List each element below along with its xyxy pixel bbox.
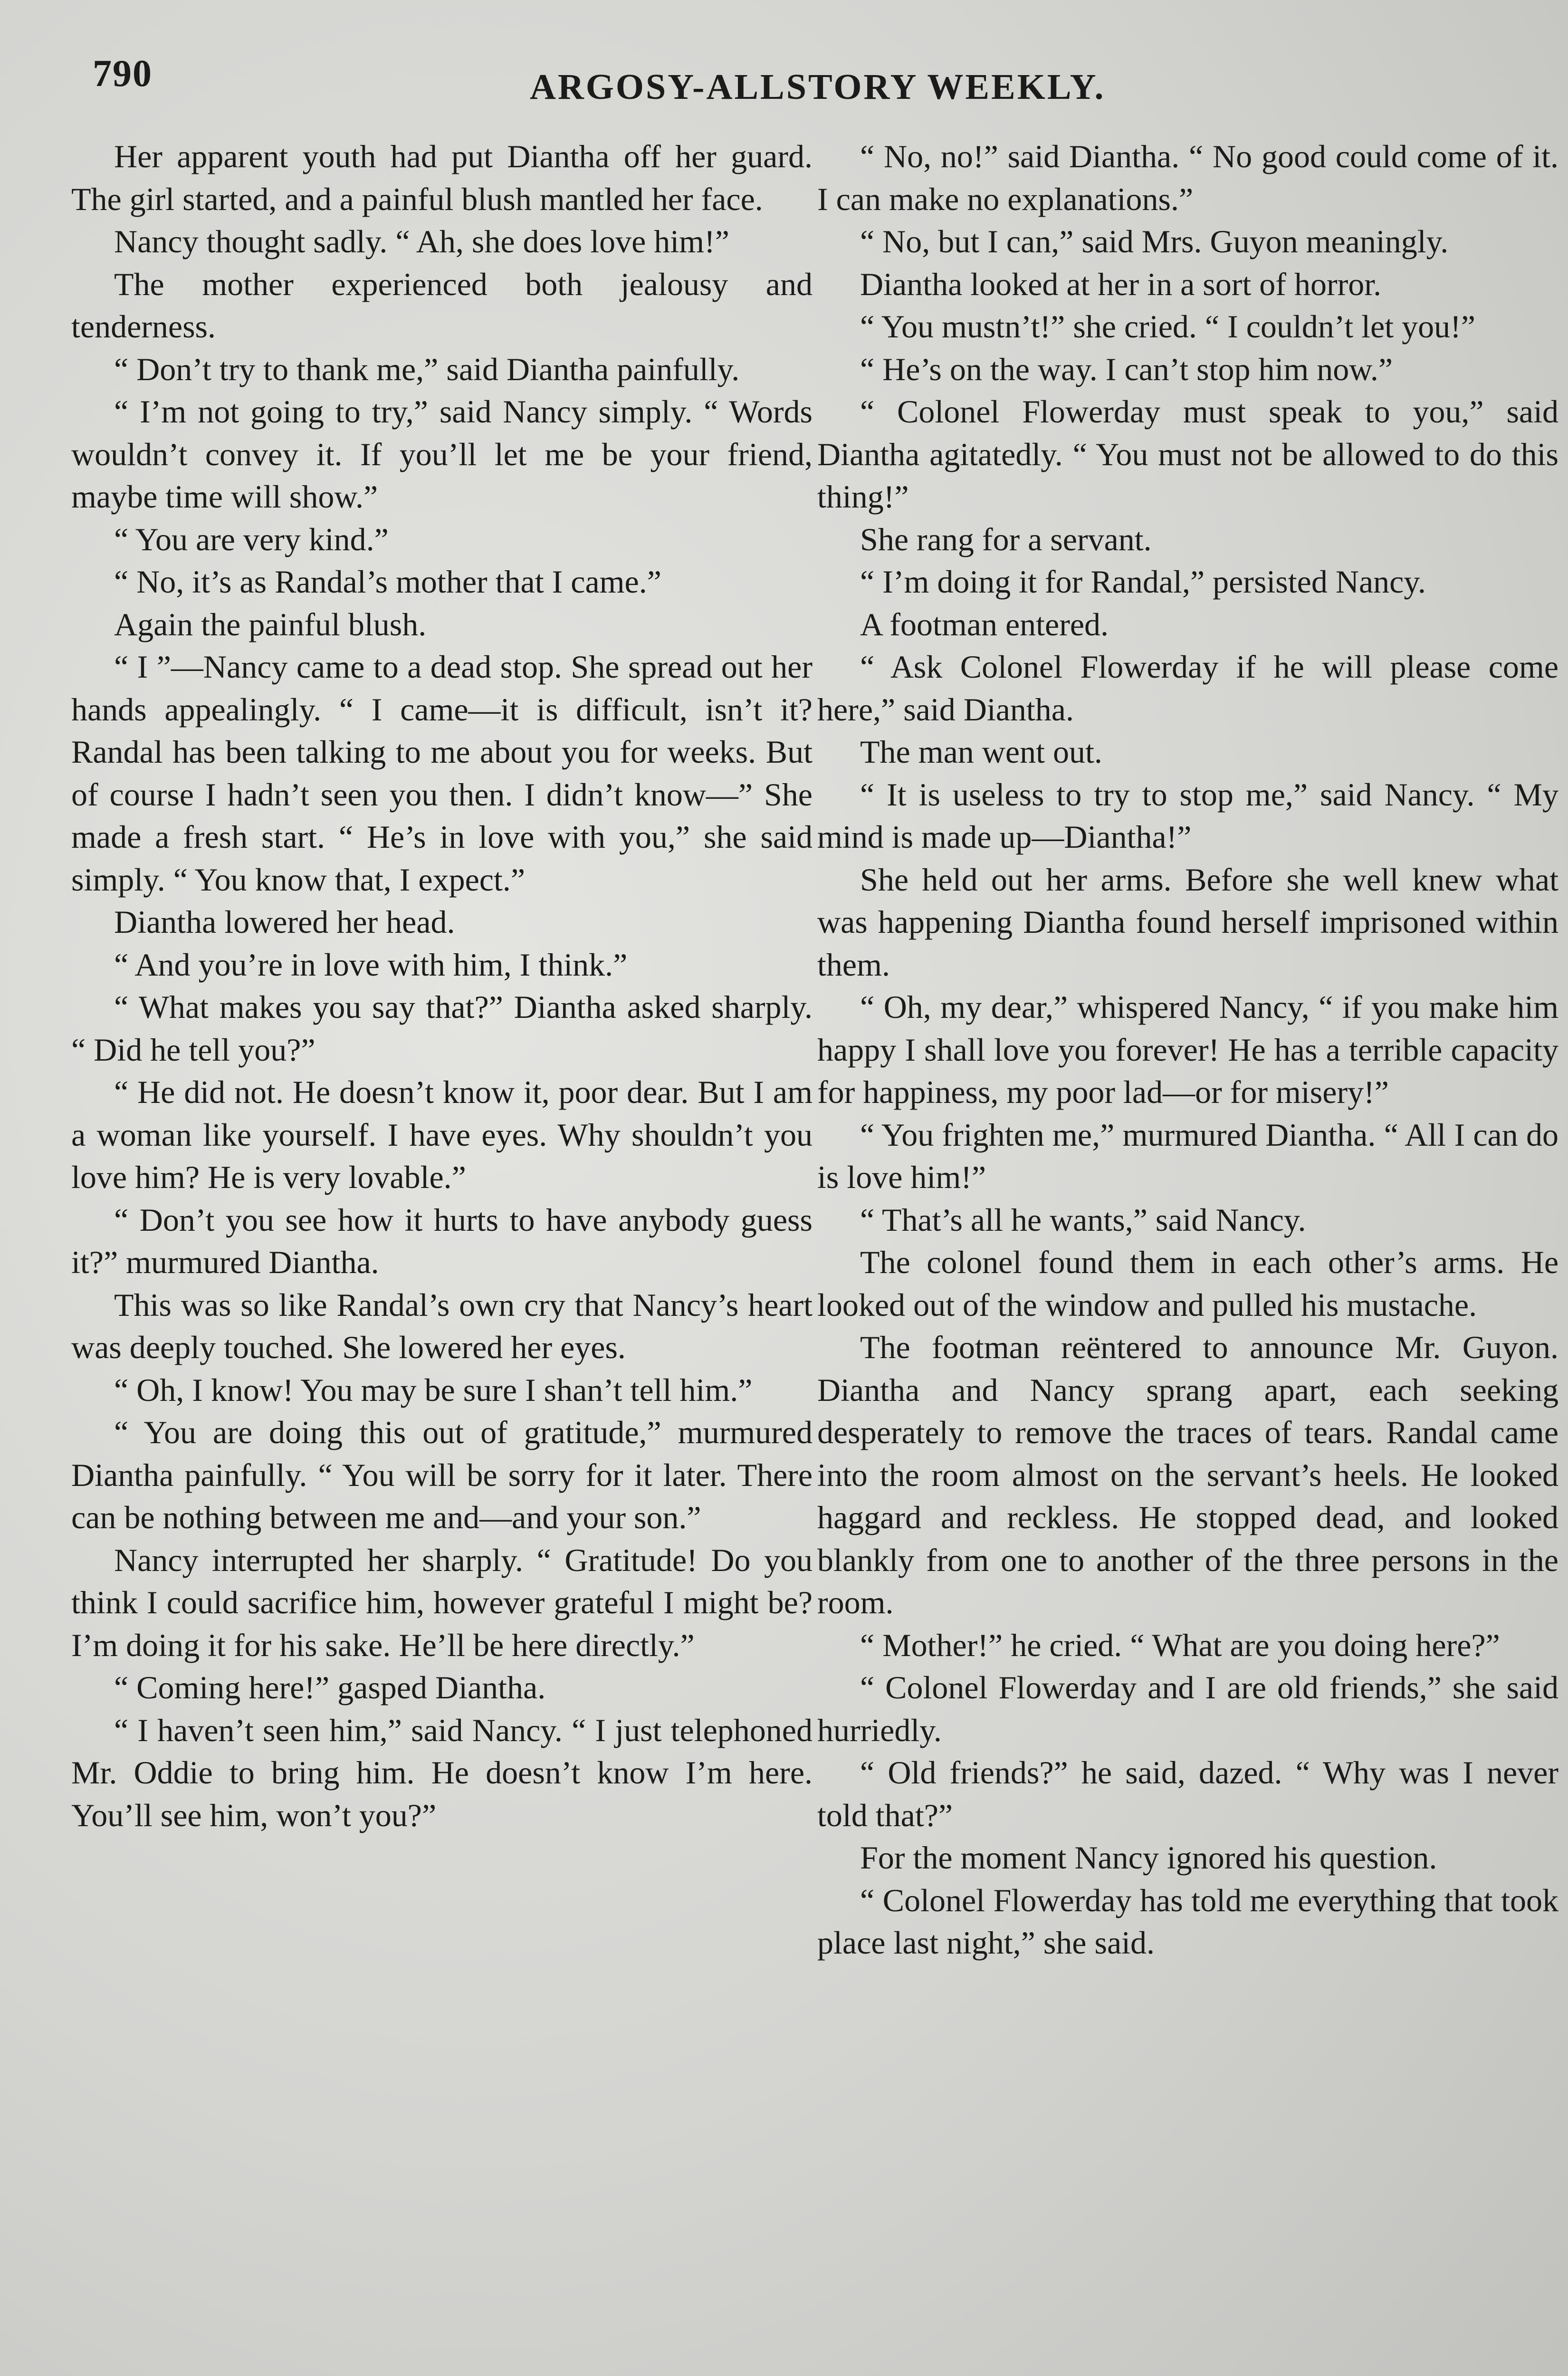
paragraph: The footman reëntered to announce Mr. Guyon. Diantha and Nancy sprang apart, each seeking desperately to remove the traces of tears. Randal came into the room almost on the servant’s heels. He looked haggard and reckless. He stopped dead, and looked blankly from one to another of the three persons in the room. bbox=[817, 1329, 1558, 1620]
paragraph: “ That’s all he wants,” said Nancy. bbox=[860, 1201, 1306, 1238]
paragraph: “ Oh, my dear,” whispered Nancy, “ if you make him happy I shall love you forever! He has a terrible capacity for happiness, my poor lad—or for misery!” bbox=[817, 989, 1558, 1110]
paragraph: “ You frighten me,” murmured Diantha. “ All I can do is love him!” bbox=[817, 1116, 1558, 1195]
paragraph: Her apparent youth had put Diantha off her guard. The girl started, and a painful blush mantled her face. bbox=[71, 138, 813, 217]
paragraph: Again the painful blush. bbox=[114, 606, 427, 642]
paragraph: “ Colonel Flowerday must speak to you,” said Diantha agitatedly. “ You must not be allowed to do this thing!” bbox=[817, 393, 1558, 515]
paragraph: “ Mother!” he cried. “ What are you doing here?” bbox=[860, 1627, 1500, 1663]
paragraph: “ You are very kind.” bbox=[114, 521, 389, 557]
paragraph: “ I’m doing it for Randal,” persisted Nancy. bbox=[860, 564, 1426, 600]
right-text-column bbox=[817, 135, 1558, 1964]
left-text-column bbox=[71, 135, 813, 1837]
paragraph: A footman entered. bbox=[860, 606, 1109, 642]
paragraph: “ I haven’t seen him,” said Nancy. “ I just telephoned Mr. Oddie to bring him. He doesn’t know I’m here. You’ll see him, won’t you?” bbox=[71, 1712, 813, 1833]
paragraph: “ No, but I can,” said Mrs. Guyon meaningly. bbox=[860, 223, 1449, 259]
paragraph: “ You mustn’t!” she cried. “ I couldn’t let you!” bbox=[860, 308, 1475, 345]
page-header bbox=[93, 52, 1499, 124]
paragraph: “ Oh, I know! You may be sure I shan’t tell him.” bbox=[114, 1371, 753, 1408]
paragraph: The mother experienced both jealousy and tenderness. bbox=[71, 266, 813, 345]
paragraph: “ Ask Colonel Flowerday if he will please come here,” said Diantha. bbox=[817, 649, 1558, 728]
paragraph: “ He’s on the way. I can’t stop him now.” bbox=[860, 351, 1393, 387]
running-head: ARGOSY-ALLSTORY WEEKLY. bbox=[530, 67, 1106, 107]
paragraph: “ Don’t try to thank me,” said Diantha painfully. bbox=[114, 351, 740, 387]
paragraph: This was so like Randal’s own cry that Nancy’s heart was deeply touched. She lowered her eyes. bbox=[71, 1286, 813, 1365]
paragraph: “ I’m not going to try,” said Nancy simply. “ Words wouldn’t convey it. If you’ll let me be your friend, maybe time will show.” bbox=[71, 393, 813, 515]
paragraph: The man went out. bbox=[860, 734, 1102, 770]
paragraph: “ Colonel Flowerday and I are old friends,” she said hurriedly. bbox=[817, 1669, 1558, 1748]
paragraph: “ It is useless to try to stop me,” said Nancy. “ My mind is made up—Diantha!” bbox=[817, 776, 1558, 855]
paragraph: She held out her arms. Before she well knew what was happening Diantha found herself imprisoned within them. bbox=[817, 861, 1558, 983]
paragraph: Nancy interrupted her sharply. “ Gratitude! Do you think I could sacrifice him, however grateful I might be? I’m doing it for his sake. He’ll be here directly.” bbox=[71, 1542, 813, 1663]
paragraph: “ Don’t you see how it hurts to have anybody guess it?” murmured Diantha. bbox=[71, 1201, 813, 1280]
paragraph: Nancy thought sadly. “ Ah, she does love him!” bbox=[114, 223, 729, 259]
paragraph: “ Old friends?” he said, dazed. “ Why was I never told that?” bbox=[817, 1754, 1558, 1833]
paragraph: “ No, no!” said Diantha. “ No good could come of it. I can make no explanations.” bbox=[817, 138, 1558, 217]
page-number: 790 bbox=[93, 53, 153, 95]
paragraph: The colonel found them in each other’s arms. He looked out of the window and pulled his mustache. bbox=[817, 1244, 1558, 1323]
paragraph: Diantha lowered her head. bbox=[114, 904, 455, 940]
paragraph: “ You are doing this out of gratitude,” murmured Diantha painfully. “ You will be sorry for it later. There can be nothing between me and—and your son.” bbox=[71, 1414, 813, 1535]
paragraph: For the moment Nancy ignored his question. bbox=[860, 1839, 1437, 1876]
paragraph: “ Colonel Flowerday has told me everything that took place last night,” she said. bbox=[817, 1882, 1558, 1961]
paragraph: “ Coming here!” gasped Diantha. bbox=[114, 1669, 546, 1705]
paragraph: “ What makes you say that?” Diantha asked sharply. “ Did he tell you?” bbox=[71, 989, 813, 1068]
paragraph: She rang for a servant. bbox=[860, 521, 1152, 557]
paragraph: Diantha looked at her in a sort of horror. bbox=[860, 266, 1382, 302]
paragraph: “ He did not. He doesn’t know it, poor dear. But I am a woman like yourself. I have eyes. Why shouldn’t you love him? He is very lovable.” bbox=[71, 1074, 813, 1195]
paragraph: “ No, it’s as Randal’s mother that I came.” bbox=[114, 564, 661, 600]
paragraph: “ And you’re in love with him, I think.” bbox=[114, 946, 628, 983]
paragraph: “ I ”—Nancy came to a dead stop. She spread out her hands appealingly. “ I came—it is difficult, isn’t it? Randal has been talking to me about you for weeks. But of course I hadn’t seen you then. I didn’t know—” She made a fresh start. “ He’s in love with you,” she said simply. “ You know that, I expect.” bbox=[71, 649, 813, 898]
